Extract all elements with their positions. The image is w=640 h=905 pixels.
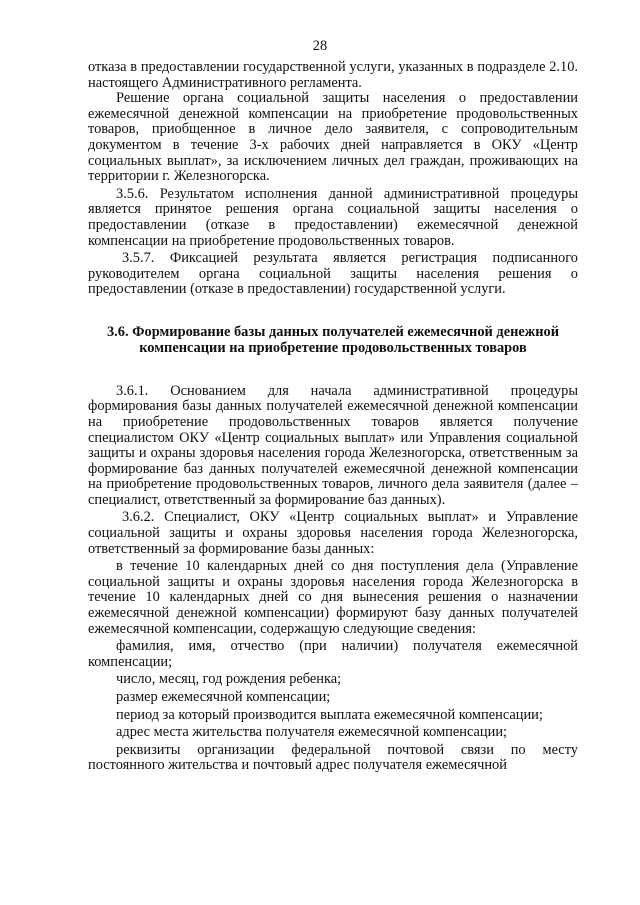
paragraph: Решение органа социальной защиты населения о предоставлении ежемесячной денежной компенсации на приобретение продовольственных товаров, приобщенное в личное дело заявителя, с сопроводительным документом в течение 3-х рабочих дней направляется в ОКУ «Центр социальных выплат», за исключением личных дел граждан, проживающих на территории г. Железногорска. xyxy=(88,90,578,185)
list-item: фамилия, имя, отчество (при наличии) получателя ежемесячной компенсации; xyxy=(88,638,578,670)
section-heading: 3.6. Формирование базы данных получателей ежемесячной денежной компенсации на приобретение продовольственных товаров xyxy=(106,323,559,357)
paragraph: 3.6.2. Специалист, ОКУ «Центр социальных выплат» и Управление социальной защиты и охраны здоровья населения города Железногорска, ответственный за формирование базы данных: xyxy=(88,509,578,557)
list-item: реквизиты организации федеральной почтовой связи по месту постоянного жительства и почтовый адрес получателя ежемесячной xyxy=(88,741,578,774)
paragraph: 3.6.1. Основанием для начала административной процедуры формирования базы данных получателей ежемесячной денежной компенсации на приобретение продовольственных товаров является получение специалистом ОКУ «Центр социальных выплат» или Управления социальной защиты и охраны здоровья населения города Железногорска, ответственным за формирование баз данных получателей ежемесячной денежной компенсации на приобретение продовольственных товаров, личного дела заявителя (далее – специалист, ответственный за формирование баз данных). xyxy=(88,382,578,508)
list-item: число, месяц, год рождения ребенка; xyxy=(116,671,342,688)
list-item: период за который производится выплата ежемесячной компенсации; xyxy=(116,706,543,723)
paragraph: 3.5.6. Результатом исполнения данной административной процедуры является принятое решения органа социальной защиты населения о предоставлении (отказе в предоставлении) ежемесячной денежной компенсации на приобретение продовольственных товаров. xyxy=(88,185,578,249)
list-item: размер ежемесячной компенсации; xyxy=(116,689,331,705)
document-body xyxy=(88,60,578,774)
paragraph: 3.5.7. Фиксацией результата является регистрация подписанного руководителем органа социальной защиты населения решения о предоставлении (отказе в предоставлении) государственной услуги. xyxy=(88,250,578,298)
paragraph: в течение 10 календарных дней со дня поступления дела (Управление социальной защиты и охраны здоровья населения города Железногорска в течение 10 календарных дней со дня вынесения решения о назначении ежемесячной денежной компенсации) формируют базу данных получателей ежемесячной компенсации, содержащую следующие сведения: xyxy=(88,558,578,637)
paragraph: отказа в предоставлении государственной услуги, указанных в подразделе 2.10. настоящего Административного регламента. xyxy=(88,59,578,91)
list-item: адрес места жительства получателя ежемесячной компенсации; xyxy=(116,724,508,741)
page-number: 28 xyxy=(312,38,328,54)
